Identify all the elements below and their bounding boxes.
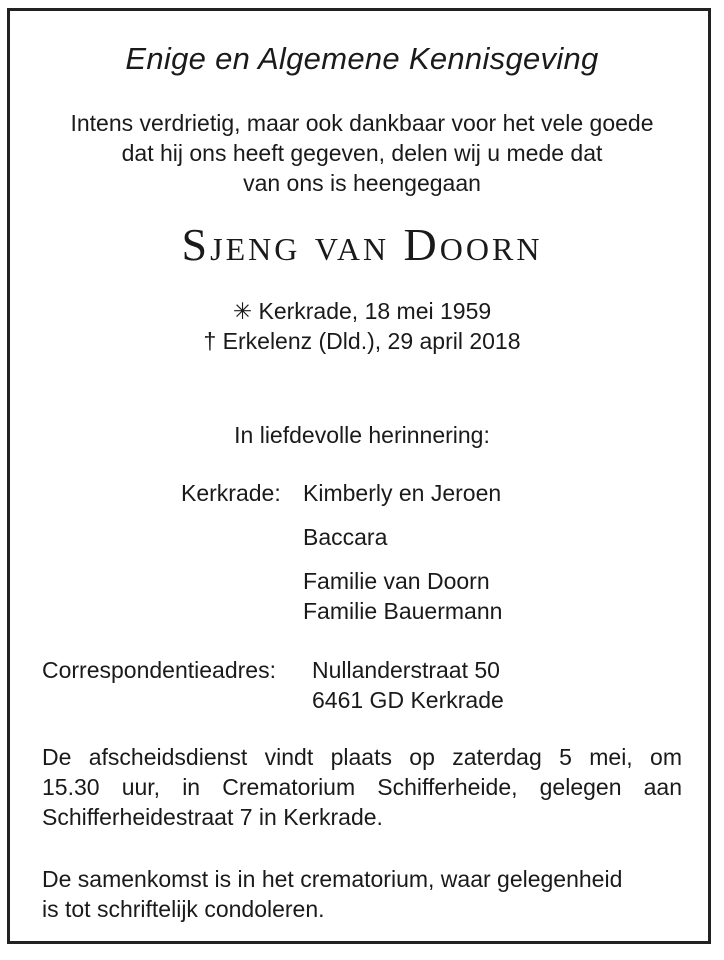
memory-line: In liefdevolle herinnering: xyxy=(234,422,490,448)
correspondence-label: Correspondentieadres: xyxy=(42,657,276,683)
family-entry-2: Baccara xyxy=(303,524,388,550)
family-entry-3: Familie van Doorn xyxy=(303,568,490,594)
family-entry-1: Kimberly en Jeroen xyxy=(303,480,502,506)
notice-heading: Enige en Algemene Kennisgeving xyxy=(125,41,599,76)
service-paragraph xyxy=(42,742,682,832)
correspondence-street: Nullanderstraat 50 xyxy=(312,657,500,683)
family-entry-4: Familie Bauermann xyxy=(303,598,503,624)
birth-date: ✳ Kerkrade, 18 mei 1959 xyxy=(232,298,492,324)
gathering-paragraph xyxy=(42,864,682,924)
gathering-line-1: De samenkomst is in het crematorium, waar gelegenheid xyxy=(42,866,623,892)
life-dates xyxy=(0,296,724,356)
intro-line-3: van ons is heengegaan xyxy=(243,170,481,196)
intro-line-1: Intens verdrietig, maar ook dankbaar voor het vele goede xyxy=(70,110,654,136)
death-date: † Erkelenz (Dld.), 29 april 2018 xyxy=(203,328,521,354)
service-line-3: Schifferheidestraat 7 in Kerkrade. xyxy=(42,804,383,830)
gathering-line-2: is tot schriftelijk condoleren. xyxy=(42,896,325,922)
service-line-2: 15.30 uur, in Crematorium Schifferheide, gelegen aan xyxy=(42,774,682,800)
intro-line-2: dat hij ons heeft gegeven, delen wij u mede dat xyxy=(121,140,603,166)
family-place-label: Kerkrade: xyxy=(181,480,281,506)
intro-text xyxy=(0,108,724,198)
correspondence-postal: 6461 GD Kerkrade xyxy=(312,687,504,713)
service-line-1: De afscheidsdienst vindt plaats op zaterdag 5 mei, om xyxy=(42,744,682,770)
deceased-name: Sjeng van Doorn xyxy=(181,219,543,270)
